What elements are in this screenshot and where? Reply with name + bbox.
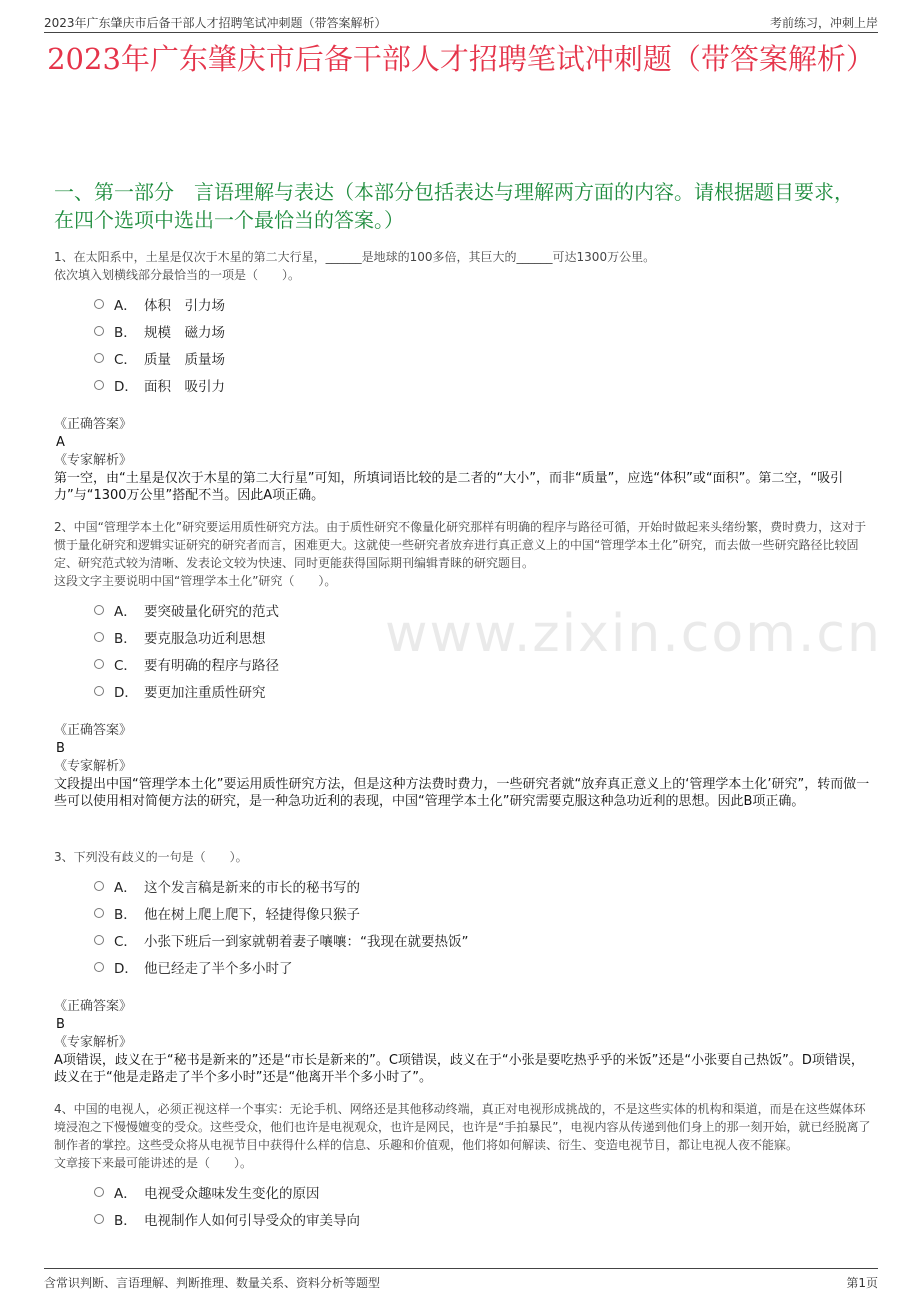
answer-label: 《正确答案》 — [54, 723, 133, 738]
radio-icon[interactable] — [94, 908, 104, 918]
header-doc-title: 2023年广东肇庆市后备干部人才招聘笔试冲刺题（带答案解析） — [44, 16, 387, 30]
question-stem: 4、中国的电视人，必须正视这样一个事实：无论手机、网络还是其他移动终端，真正对电视形成挑战的，不是这些实体的机构和渠道，而是在这些媒体环境浸泡之下慢慢嬗变的受众。这些受众，他们也许是电视观众，也许是网民，也许是“手拍暴民”，电视内容从传递到他们身上的那一刻开始，就已经脱离了制作者的掌控。这些受众将从电视节目中获得什么样的信息、乐趣和价值观，他们将如何解读、衍生、变造电视节目，都让电视人夜不能寐。 文章接下来最可能讲述的是（ ）。 — [54, 1102, 871, 1170]
option-list — [94, 290, 872, 398]
option-text: 这个发言稿是新来的市长的秘书写的 — [144, 879, 360, 896]
option-text: 小张下班后一到家就朝着妻子嚷嚷：“我现在就要热饭” — [144, 933, 469, 950]
radio-icon[interactable] — [94, 1187, 104, 1197]
radio-icon[interactable] — [94, 632, 104, 642]
option-b[interactable]: B． 电视制作人如何引导受众的审美导向 — [94, 1205, 872, 1232]
option-text: 面积 吸引力 — [144, 378, 225, 395]
question-stem: 1、在太阳系中，土星是仅次于木星的第二大行星，______是地球的100多倍，其巨大的______可达1300万公里。 依次填入划横线部分最恰当的一项是（ ）。 — [54, 250, 656, 282]
section-heading: 一、第一部分 言语理解与表达（本部分包括表达与理解两方面的内容。请根据题目要求，在四个选项中选出一个最恰当的答案。） — [54, 180, 854, 232]
footer-question-types: 含常识判断、言语理解、判断推理、数量关系、资料分析等题型 — [44, 1276, 381, 1290]
option-list — [94, 1178, 872, 1232]
header-slogan: 考前练习，冲刺上岸 — [769, 16, 878, 30]
answer-label: 《正确答案》 — [54, 999, 133, 1014]
option-a[interactable]: A． 体积 引力场 — [94, 290, 872, 317]
page-number: 第1页 — [846, 1276, 878, 1290]
radio-icon[interactable] — [94, 686, 104, 696]
radio-icon[interactable] — [94, 299, 104, 309]
option-a[interactable]: A． 要突破量化研究的范式 — [94, 596, 872, 623]
radio-icon[interactable] — [94, 881, 104, 891]
option-c[interactable]: C． 小张下班后一到家就朝着妻子嚷嚷：“我现在就要热饭” — [94, 926, 872, 953]
page-footer — [44, 1268, 878, 1293]
radio-icon[interactable] — [94, 326, 104, 336]
explanation-text: 文段提出中国“管理学本土化”要运用质性研究方法，但是这种方法费时费力，一些研究者就“放弃真正意义上的‘管理学本土化’研究”，转而做一些可以使用相对简便方法的研究，是一种急功近利的表现，中国“管理学本土化”研究需要克服这种急功近利的思想。因此B项正确。 — [54, 777, 870, 809]
radio-icon[interactable] — [94, 659, 104, 669]
option-b[interactable]: B． 规模 磁力场 — [94, 317, 872, 344]
option-d[interactable]: D． 他已经走了半个多小时了 — [94, 953, 872, 980]
question-stem: 3、下列没有歧义的一句是（ ）。 — [54, 850, 248, 864]
explanation-label: 《专家解析》 — [54, 453, 133, 468]
question-stem: 2、中国“管理学本土化”研究要运用质性研究方法。由于质性研究不像量化研究那样有明确的程序与路径可循，开始时做起来头绪纷繁，费时费力，这对于惯于量化研究和逻辑实证研究的研究者而言，困难更大。这就使一些研究者放弃进行真正意义上的中国“管理学本土化”研究，而去做一些研究路径比较固定、研究范式较为清晰、发表论文较为快速、同时更能获得国际期刊编辑青睐的研究题目。 这段文字主要说明中国“管理学本土化”研究（ ）。 — [54, 520, 867, 588]
option-text: 电视受众趣味发生变化的原因 — [144, 1185, 320, 1202]
radio-icon[interactable] — [94, 1214, 104, 1224]
option-a[interactable]: A． 电视受众趣味发生变化的原因 — [94, 1178, 872, 1205]
option-text: 要更加注重质性研究 — [144, 684, 266, 701]
option-text: 要突破量化研究的范式 — [144, 603, 279, 620]
page-header — [44, 10, 878, 33]
question-4 — [54, 1100, 872, 1232]
option-text: 他在树上爬上爬下，轻捷得像只猴子 — [144, 906, 360, 923]
radio-icon[interactable] — [94, 380, 104, 390]
answer-value: B — [56, 741, 65, 756]
radio-icon[interactable] — [94, 353, 104, 363]
page-title: 2023年广东肇庆市后备干部人才招聘笔试冲刺题（带答案解析） — [47, 42, 875, 76]
option-text: 要克服急功近利思想 — [144, 630, 266, 647]
radio-icon[interactable] — [94, 935, 104, 945]
explanation-label: 《专家解析》 — [54, 759, 133, 774]
option-d[interactable]: D． 要更加注重质性研究 — [94, 677, 872, 704]
option-c[interactable]: C． 质量 质量场 — [94, 344, 872, 371]
question-2 — [54, 518, 872, 810]
explanation-label: 《专家解析》 — [54, 1035, 133, 1050]
question-1 — [54, 248, 872, 504]
option-text: 规模 磁力场 — [144, 324, 225, 341]
option-text: 质量 质量场 — [144, 351, 225, 368]
explanation-text: 第一空，由“土星是仅次于木星的第二大行星”可知，所填词语比较的是二者的“大小”，而非“质量”，应选“体积”或“面积”。第二空，“吸引力”与“1300万公里”搭配不当。因此A项正确。 — [54, 471, 844, 503]
option-list — [94, 872, 872, 980]
answer-label: 《正确答案》 — [54, 417, 133, 432]
option-d[interactable]: D． 面积 吸引力 — [94, 371, 872, 398]
option-c[interactable]: C． 要有明确的程序与路径 — [94, 650, 872, 677]
radio-icon[interactable] — [94, 605, 104, 615]
option-b[interactable]: B． 要克服急功近利思想 — [94, 623, 872, 650]
option-text: 他已经走了半个多小时了 — [144, 960, 293, 977]
answer-value: A — [56, 435, 65, 450]
question-3 — [54, 848, 872, 1086]
explanation-text: A项错误，歧义在于“秘书是新来的”还是“市长是新来的”。C项错误，歧义在于“小张是要吃热乎乎的米饭”还是“小张要自己热饭”。D项错误，歧义在于“他是走路走了半个多小时”还是“他离开半个多小时了”。 — [54, 1053, 864, 1085]
option-text: 电视制作人如何引导受众的审美导向 — [144, 1212, 360, 1229]
option-a[interactable]: A． 这个发言稿是新来的市长的秘书写的 — [94, 872, 872, 899]
option-text: 要有明确的程序与路径 — [144, 657, 279, 674]
option-text: 体积 引力场 — [144, 297, 225, 314]
radio-icon[interactable] — [94, 962, 104, 972]
option-b[interactable]: B． 他在树上爬上爬下，轻捷得像只猴子 — [94, 899, 872, 926]
watermark: www.zixin.com.cn — [385, 604, 882, 664]
answer-value: B — [56, 1017, 65, 1032]
